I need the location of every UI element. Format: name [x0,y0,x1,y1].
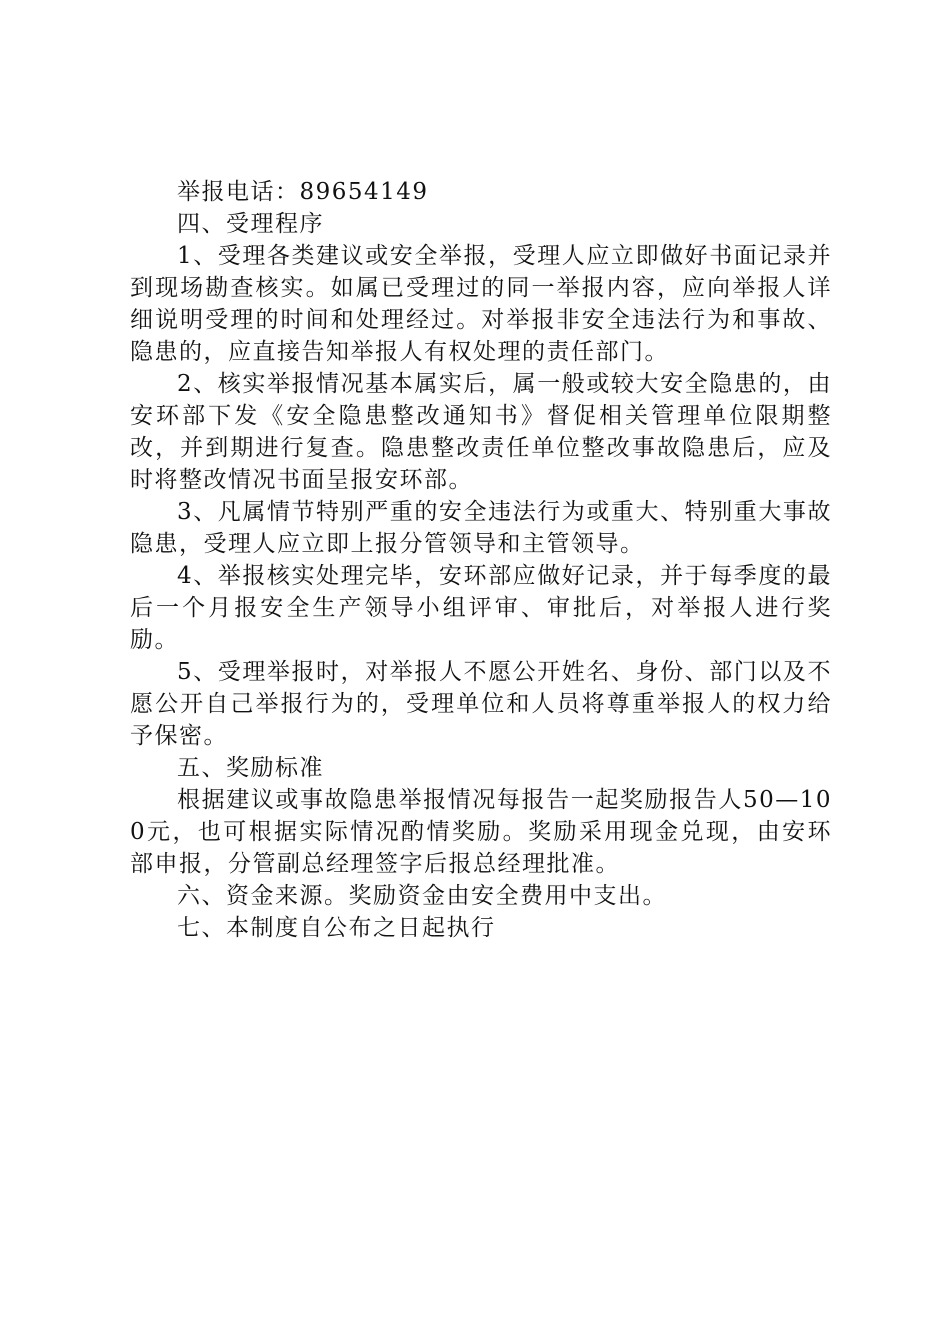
section-heading-reward: 五、奖励标准 [177,755,324,781]
section-effective-date: 七、本制度自公布之日起执行 [177,915,496,941]
section-heading-procedure: 四、受理程序 [177,211,324,237]
reward-standard-text: 根据建议或事故隐患举报情况每报告一起奖励报告人50—100元，也可根据实际情况酌情奖励。奖励采用现金兑现，由安环部申报，分管副总经理签字后报总经理批准。 [130,787,832,877]
procedure-item-3: 3、凡属情节特别严重的安全违法行为或重大、特别重大事故隐患，受理人应立即上报分管领导和主管领导。 [130,499,832,557]
document-body [130,176,832,944]
procedure-item-1: 1、受理各类建议或安全举报，受理人应立即做好书面记录并到现场勘查核实。如属已受理过的同一举报内容，应向举报人详细说明受理的时间和处理经过。对举报非安全违法行为和事故、隐患的，应直接告知举报人有权处理的责任部门。 [130,243,832,365]
procedure-item-4: 4、举报核实处理完毕，安环部应做好记录，并于每季度的最后一个月报安全生产领导小组评审、审批后，对举报人进行奖励。 [130,563,832,653]
procedure-item-5: 5、受理举报时，对举报人不愿公开姓名、身份、部门以及不愿公开自己举报行为的，受理单位和人员将尊重举报人的权力给予保密。 [130,659,832,749]
report-phone-line: 举报电话：89654149 [177,179,429,205]
procedure-item-2: 2、核实举报情况基本属实后，属一般或较大安全隐患的，由安环部下发《安全隐患整改通知书》督促相关管理单位限期整改，并到期进行复查。隐患整改责任单位整改事故隐患后，应及时将整改情况书面呈报安环部。 [130,371,832,493]
section-funding-source: 六、资金来源。奖励资金由安全费用中支出。 [177,883,667,909]
